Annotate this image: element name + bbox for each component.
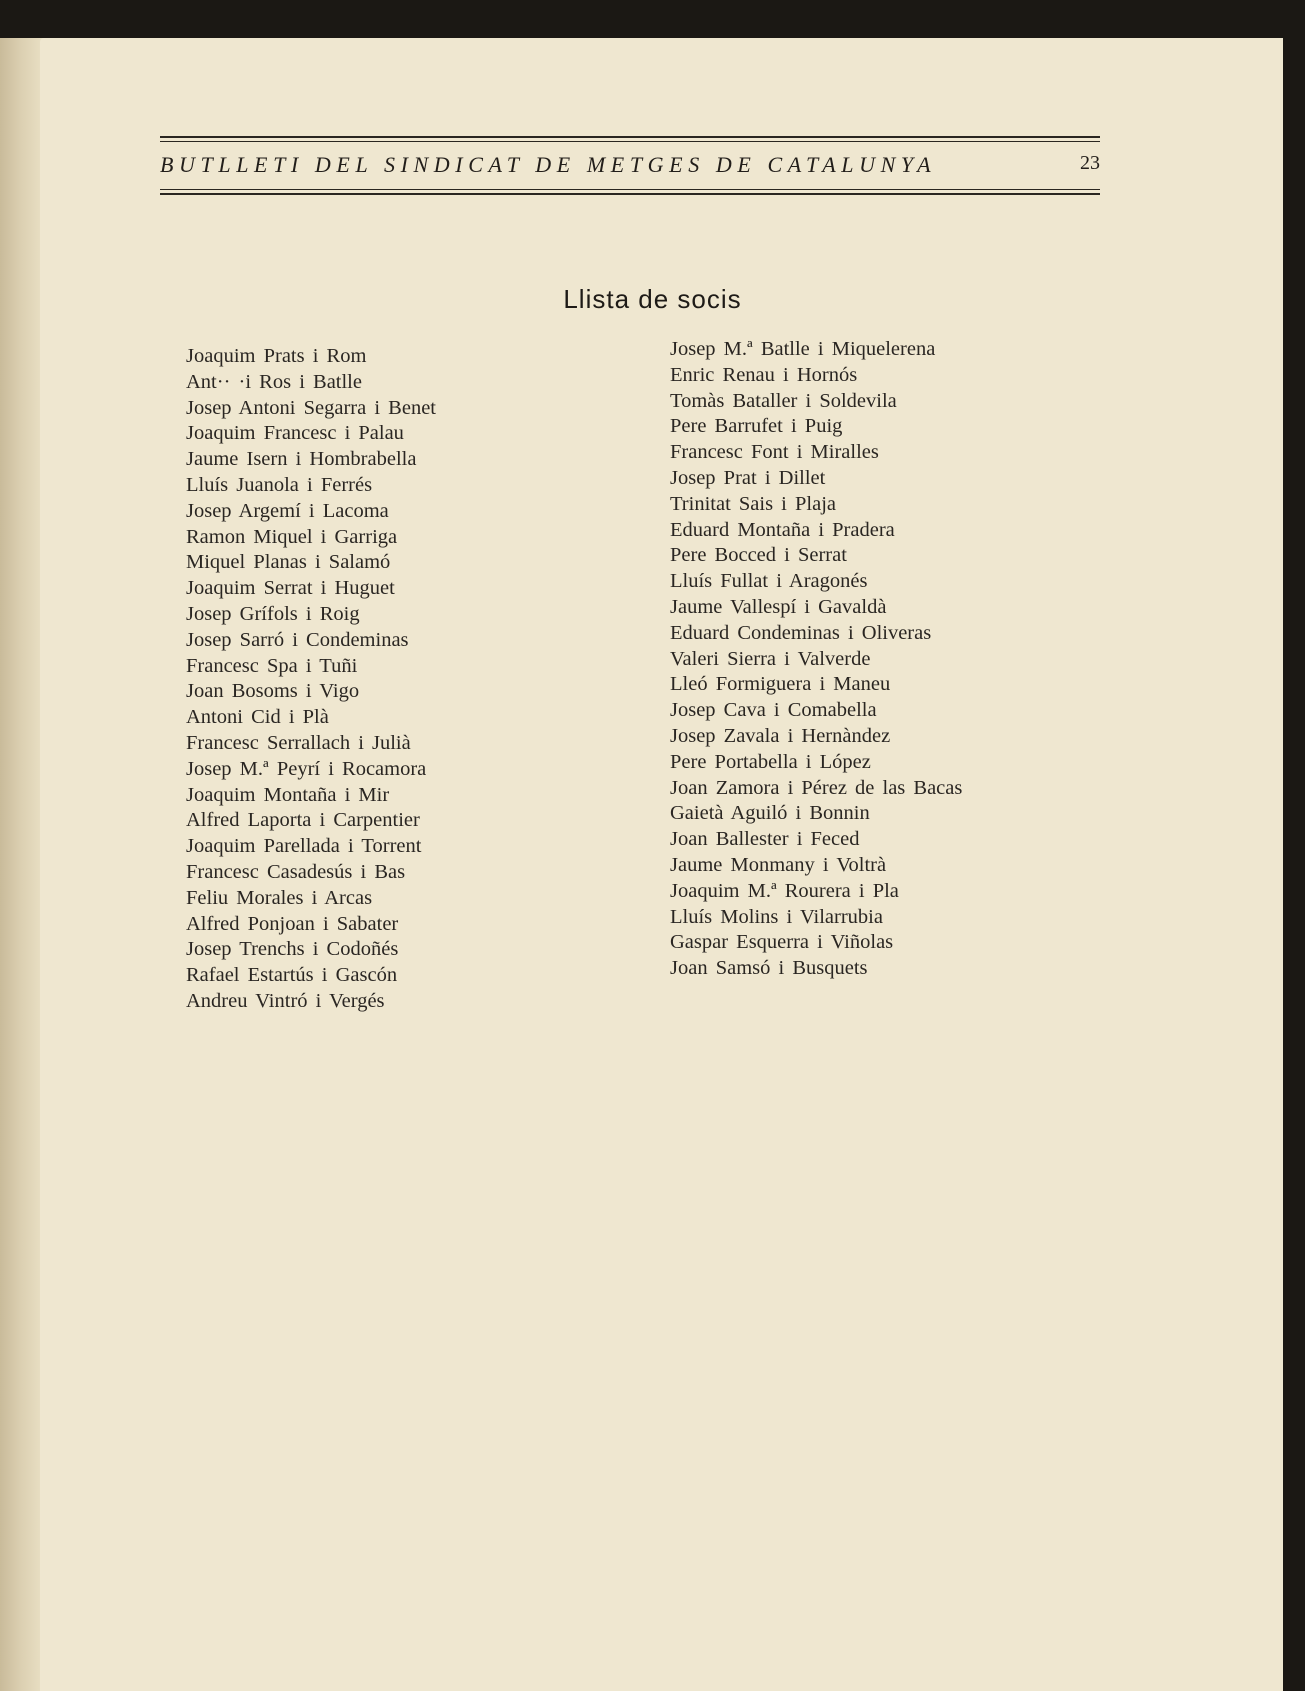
- members-left-column: [186, 344, 436, 1015]
- header-rule-bottom-thin: [160, 189, 1100, 190]
- member-name: Josep M.ª Peyrí i Rocamora: [186, 757, 427, 780]
- member-name: Lluís Molins i Vilarrubia: [670, 905, 883, 928]
- member-name: Pere Barrufet i Puig: [670, 415, 843, 438]
- header-rule-top: [160, 136, 1100, 138]
- member-name: Gaspar Esquerra i Viñolas: [670, 931, 894, 954]
- member-name: Enric Renau i Hornós: [670, 363, 858, 386]
- member-name: Joan Bosoms i Vigo: [186, 680, 360, 703]
- member-name: Trinitat Sais i Plaja: [670, 492, 836, 515]
- member-name: Rafael Estartús i Gascón: [186, 964, 398, 987]
- running-title: BUTLLETI DEL SINDICAT DE METGES DE CATALUNYA: [160, 152, 937, 177]
- member-name: Jaume Isern i Hombrabella: [186, 448, 417, 471]
- members-right-column: [670, 337, 962, 982]
- member-name: Lluís Juanola i Ferrés: [186, 473, 373, 496]
- member-name: Josep Argemí i Lacoma: [186, 499, 389, 522]
- member-name: Josep Trenchs i Codoñés: [186, 938, 399, 961]
- header-rule-bottom: [160, 193, 1100, 195]
- member-name: Josep Sarró i Condeminas: [186, 628, 409, 651]
- member-name: Alfred Laporta i Carpentier: [186, 809, 420, 832]
- member-name: Francesc Serrallach i Julià: [186, 731, 411, 754]
- section-title: Llista de socis: [563, 284, 742, 314]
- member-name: Miquel Planas i Salamó: [186, 551, 391, 574]
- member-name: Ant·· ·i Ros i Batlle: [186, 370, 362, 393]
- member-name: Lleó Formiguera i Maneu: [670, 673, 891, 696]
- member-name: Jaume Vallespí i Gavaldà: [670, 595, 887, 618]
- member-name: Joaquim Prats i Rom: [186, 345, 367, 367]
- member-name: Pere Bocced i Serrat: [670, 544, 847, 567]
- member-name: Joaquim Parellada i Torrent: [186, 835, 422, 858]
- header-rule-top-thin: [160, 141, 1100, 142]
- member-name: Joaquim M.ª Rourera i Pla: [670, 879, 899, 902]
- member-name: Josep M.ª Batlle i Miquelerena: [670, 338, 936, 360]
- member-name: Josep Zavala i Hernàndez: [670, 724, 891, 747]
- member-name: Josep Prat i Dillet: [670, 466, 826, 489]
- member-name: Gaietà Aguiló i Bonnin: [670, 802, 870, 825]
- member-name: Josep Antoni Segarra i Benet: [186, 396, 436, 419]
- member-name: Joan Samsó i Busquets: [670, 957, 868, 980]
- member-name: Joaquim Serrat i Huguet: [186, 577, 395, 600]
- member-name: Francesc Font i Miralles: [670, 441, 879, 464]
- member-name: Alfred Ponjoan i Sabater: [186, 912, 399, 935]
- member-name: Tomàs Bataller i Soldevila: [670, 389, 897, 412]
- member-name: Joan Ballester i Feced: [670, 828, 860, 851]
- member-name: Antoni Cid i Plà: [186, 706, 329, 729]
- member-name: Ramon Miquel i Garriga: [186, 525, 398, 548]
- running-header: [160, 136, 1100, 198]
- member-name: Francesc Spa i Tuñi: [186, 654, 358, 677]
- member-name: Valeri Sierra i Valverde: [670, 647, 871, 670]
- member-name: Lluís Fullat i Aragonés: [670, 570, 868, 593]
- member-name: Pere Portabella i López: [670, 750, 871, 773]
- member-name: Eduard Montaña i Pradera: [670, 518, 895, 541]
- member-name: Josep Grífols i Roig: [186, 602, 360, 625]
- page-number: 23: [1080, 152, 1100, 174]
- member-name: Feliu Morales i Arcas: [186, 886, 373, 909]
- member-name: Andreu Vintró i Vergés: [186, 989, 385, 1012]
- member-name: Josep Cava i Comabella: [670, 699, 877, 722]
- member-name: Eduard Condeminas i Oliveras: [670, 621, 932, 644]
- member-name: Joaquim Francesc i Palau: [186, 422, 404, 445]
- member-name: Jaume Monmany i Voltrà: [670, 853, 887, 876]
- member-name: Francesc Casadesús i Bas: [186, 860, 406, 883]
- member-name: Joaquim Montaña i Mir: [186, 783, 390, 806]
- member-name: Joan Zamora i Pérez de las Bacas: [670, 776, 963, 799]
